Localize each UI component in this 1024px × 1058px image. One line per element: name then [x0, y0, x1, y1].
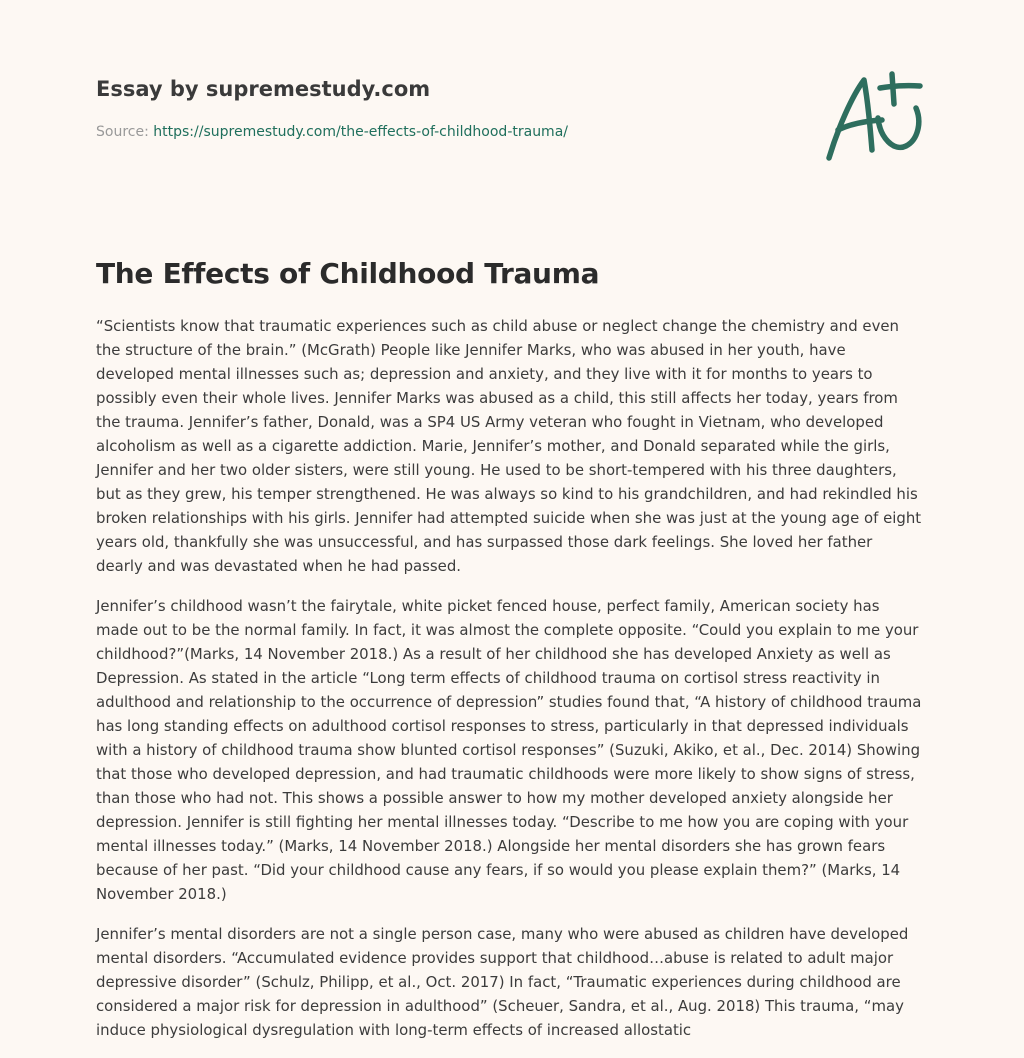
essay-paragraph: “Scientists know that traumatic experiences such as child abuse or neglect change the chemistry and even the structure of the brain.” (McGrath) People like Jennifer Marks, who was abused in her youth, have developed mental illnesses such as; depression and anxiety, and they live with it for months to years to possibly even their whole lives. Jennifer Marks was abused as a child, this still affects her today, years from the trauma. Jennifer’s father, Donald, was a SP4 US Army veteran who fought in Vietnam, who developed alcoholism as well as a cigarette addiction. Marie, Jennifer’s mother, and Donald separated while the girls, Jennifer and her two older sisters, were still young. He used to be short-tempered with his three daughters, but as they grew, his temper strengthened. He was always so kind to his grandchildren, and had rekindled his broken relationships with his girls. Jennifer had attempted suicide when she was just at the young age of eight years old, thankfully she was unsuccessful, and has surpassed those dark feelings. She loved her father dearly and was devastated when he had passed. — [96, 317, 922, 575]
essay-paragraph: Jennifer’s mental disorders are not a single person case, many who were abused as children have developed mental disorders. “Accumulated evidence provides support that childhood…abuse is related to adult major depressive disorder” (Schulz, Philipp, et al., Oct. 2017) In fact, “Traumatic experiences during childhood are considered a major risk for depression in adulthood” (Scheuer, Sandra, et al., Aug. 2018) This trauma, “may induce physiological dysregulation with long-term effects of increased allostatic — [96, 925, 909, 1039]
essay-header — [96, 74, 796, 142]
source-label: Source: — [96, 124, 154, 140]
source-line — [96, 122, 796, 142]
a-plus-logo-icon — [820, 66, 930, 166]
essay-body — [96, 314, 922, 1058]
essay-title: The Effects of Childhood Trauma — [96, 257, 600, 290]
brand-title: Essay by supremestudy.com — [96, 77, 431, 101]
essay-paragraph: Jennifer’s childhood wasn’t the fairytale, white picket fenced house, perfect family, American society has made out to be the normal family. In fact, it was almost the complete opposite. “Could you explain to me your childhood?”(Marks, 14 November 2018.) As a result of her childhood she has developed Anxiety as well as Depression. As stated in the article “Long term effects of childhood trauma on cortisol stress reactivity in adulthood and relationship to the occurrence of depression” studies found that, “A history of childhood trauma has long standing effects on adulthood cortisol responses to stress, particularly in that depressed individuals with a history of childhood trauma show blunted cortisol responses” (Suzuki, Akiko, et al., Dec. 2014) Showing that those who developed depression, and had traumatic childhoods were more likely to show signs of stress, than those who had not. This shows a possible answer to how my mother developed anxiety alongside her depression. Jennifer is still fighting her mental illnesses today. “Describe to me how you are coping with your mental illnesses today.” (Marks, 14 November 2018.) Alongside her mental disorders she has grown fears because of her past. “Did your childhood cause any fears, if so would you please explain them?” (Marks, 14 November 2018.) — [96, 597, 922, 903]
source-link[interactable]: https://supremestudy.com/the-effects-of-childhood-trauma/ — [153, 124, 568, 140]
